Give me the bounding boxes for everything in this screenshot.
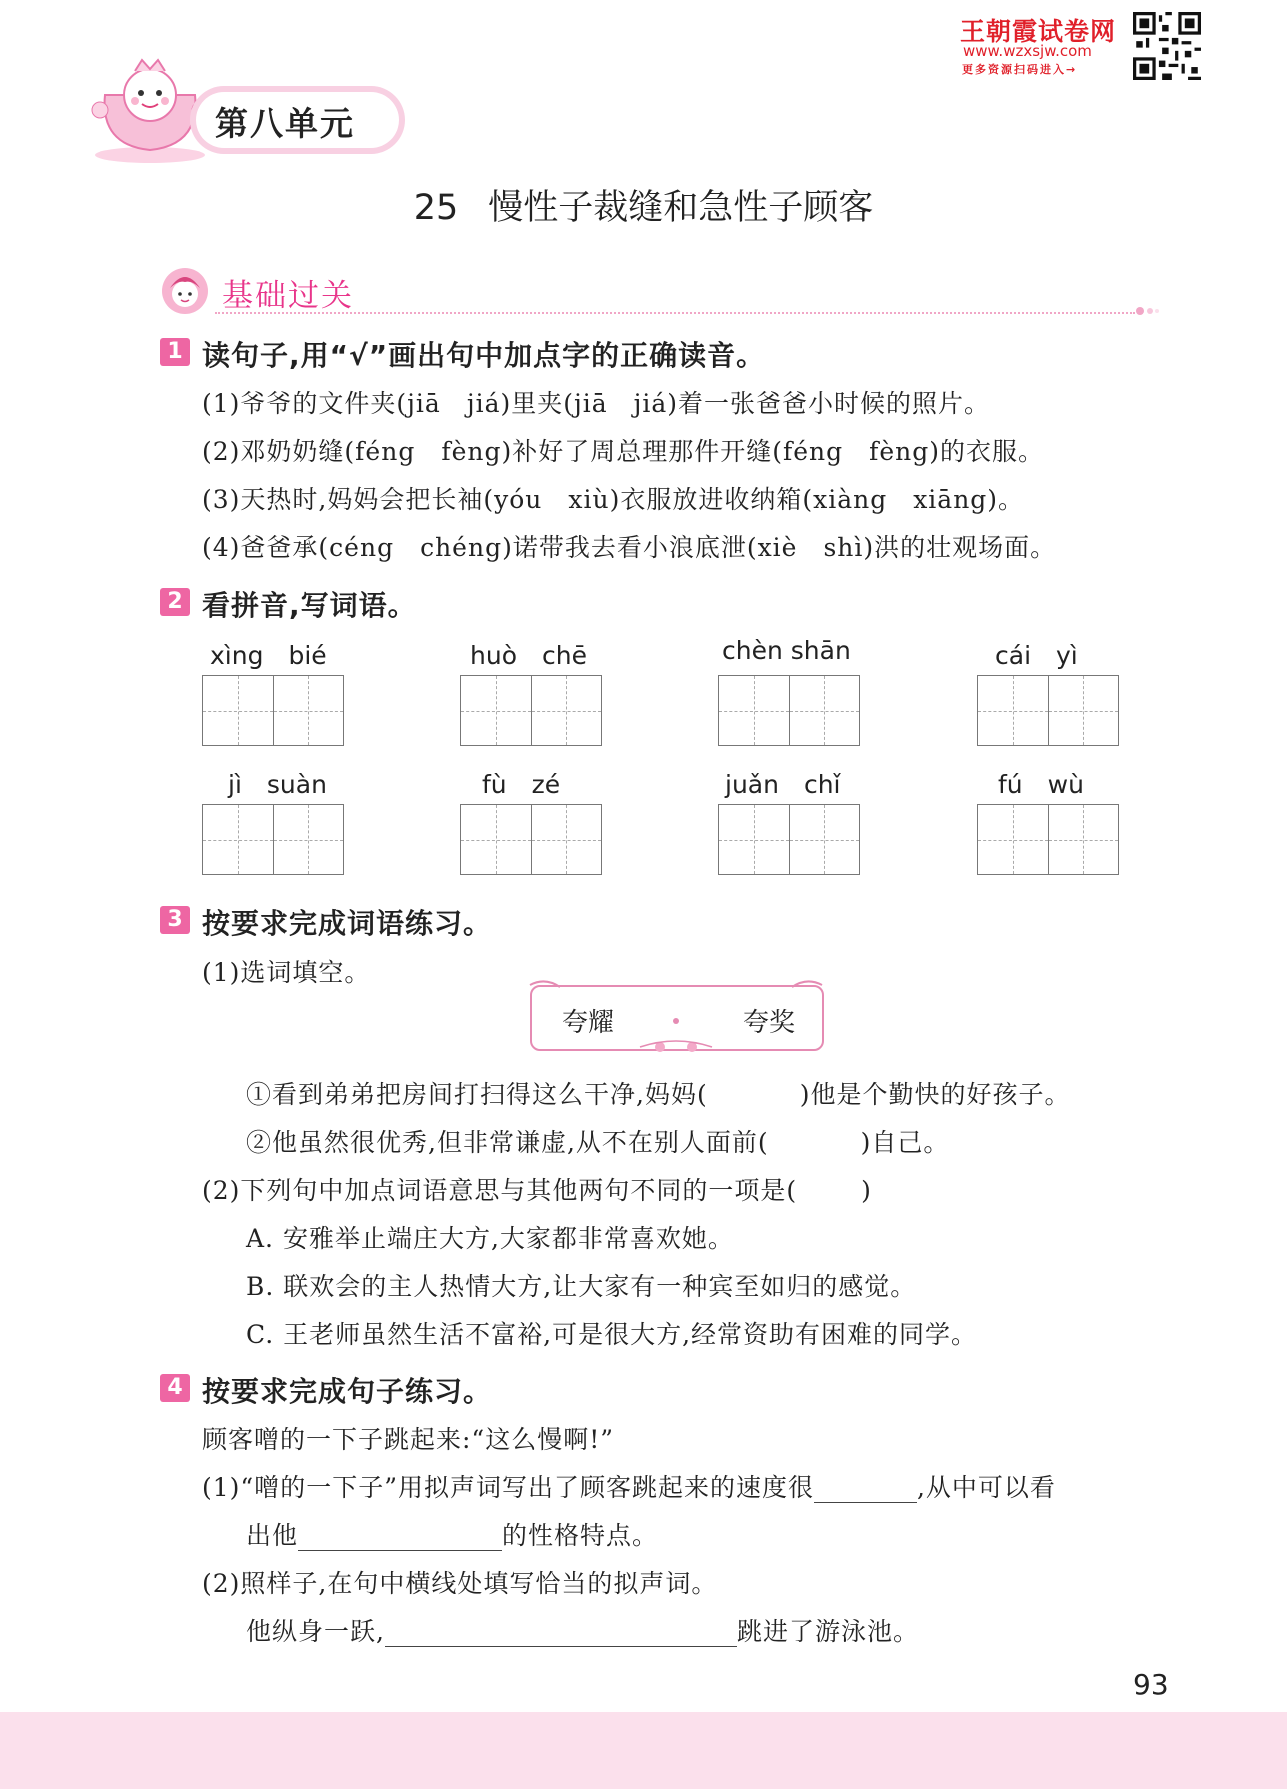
- q3-number-badge: 3: [160, 906, 190, 934]
- question-text: (1)“噌的一下子”用拟声词写出了顾客跳起来的速度很: [202, 1473, 814, 1502]
- q3-sentence-2: [246, 1123, 949, 1159]
- writing-grid[interactable]: [202, 804, 344, 875]
- answer-blank[interactable]: [814, 1473, 917, 1503]
- sentence-text: )自己。: [860, 1128, 950, 1157]
- q1-item-1: (1)爷爷的文件夹(jiā jiá)里夹(jiā jiá)着一张爸爸小时候的照片。: [202, 389, 991, 418]
- choice-word-1: 夸耀: [562, 1008, 615, 1038]
- q3-sentence-1: [246, 1075, 1070, 1111]
- sentence-text: )他是个勤快的好孩子。: [799, 1080, 1071, 1109]
- question-text: 出他: [246, 1521, 299, 1550]
- q1-item-4: (4)爸爸承(céng chéng)诺带我去看小浪底泄(xiè shì)洪的壮观场面。: [202, 533, 1057, 562]
- q4-part2: (2)照样子,在句中横线处填写恰当的拟声词。: [202, 1569, 718, 1598]
- qr-code-icon[interactable]: [1133, 12, 1201, 80]
- option-a[interactable]: A. 安雅举止端庄大方,大家都非常喜欢她。: [246, 1224, 734, 1253]
- question-text: 的性格特点。: [502, 1521, 659, 1550]
- section-girl-icon: [160, 266, 210, 316]
- q4-part2-example: [246, 1612, 919, 1648]
- q1-item-3: (3)天热时,妈妈会把长袖(yóu xiù)衣服放进收纳箱(xiàng xiāng)。: [202, 485, 1025, 514]
- choice-word-2: 夸奖: [743, 1008, 796, 1038]
- brand-url[interactable]: www.wzxsjw.com: [963, 42, 1092, 60]
- q4-title: 按要求完成句子练习。: [202, 1375, 493, 1408]
- writing-grid[interactable]: [977, 804, 1119, 875]
- q3-sub1: (1)选词填空。: [202, 958, 371, 987]
- divider-dots-icon: [1135, 304, 1161, 318]
- question-text: 他纵身一跃,: [246, 1617, 385, 1646]
- section-divider: [215, 312, 1135, 314]
- answer-blank[interactable]: [298, 1521, 502, 1551]
- q1-item-2: (2)邓奶奶缝(féng fèng)补好了周总理那件开缝(féng fèng)的衣服。: [202, 437, 1045, 466]
- q3-title: 按要求完成词语练习。: [202, 907, 493, 940]
- brand-more-text: 更多资源扫码进入→: [962, 63, 1078, 76]
- q4-part1-line2: [246, 1516, 658, 1552]
- pinyin-label: huò chē: [470, 641, 587, 670]
- pinyin-label: jì suàn: [228, 770, 327, 799]
- writing-grid[interactable]: [460, 675, 602, 746]
- brand-title: 王朝霞试卷网: [960, 17, 1117, 46]
- question-text: ): [861, 1176, 872, 1205]
- question-text: (2)下列句中加点词语意思与其他两句不同的一项是(: [202, 1176, 798, 1205]
- writing-grid[interactable]: [718, 804, 860, 875]
- q4-quote: 顾客噌的一下子跳起来:“这么慢啊!”: [202, 1425, 615, 1454]
- q1-number-badge: 1: [160, 338, 190, 366]
- answer-blank[interactable]: [385, 1617, 737, 1647]
- pinyin-label: juǎn chǐ: [725, 770, 841, 799]
- q1-title: 读句子,用“√”画出句中加点字的正确读音。: [202, 339, 766, 372]
- q4-part1-line1: [202, 1468, 1056, 1504]
- unit-title: 第八单元: [215, 104, 355, 143]
- writing-grid[interactable]: [718, 675, 860, 746]
- sentence-text: ①看到弟弟把房间打扫得这么干净,妈妈(: [246, 1080, 708, 1109]
- lesson-name: 慢性子裁缝和急性子顾客: [488, 188, 874, 228]
- question-text: ,从中可以看: [916, 1473, 1056, 1502]
- pinyin-label: fù zé: [482, 770, 561, 799]
- writing-grid[interactable]: [202, 675, 344, 746]
- writing-grid[interactable]: [460, 804, 602, 875]
- q3-sub2: [202, 1171, 872, 1207]
- q2-title: 看拼音,写词语。: [202, 589, 417, 622]
- section-title: 基础过关: [222, 278, 354, 314]
- question-text: 跳进了游泳池。: [736, 1617, 919, 1646]
- lesson-number: 25: [413, 188, 459, 228]
- pinyin-label: chèn shān: [722, 636, 851, 665]
- sentence-text: ②他虽然很优秀,但非常谦虚,从不在别人面前(: [246, 1128, 769, 1157]
- option-c[interactable]: C. 王老师虽然生活不富裕,可是很大方,经常资助有困难的同学。: [246, 1320, 978, 1349]
- option-b[interactable]: B. 联欢会的主人热情大方,让大家有一种宾至如归的感觉。: [246, 1272, 917, 1301]
- page-number: 93: [1133, 1668, 1169, 1701]
- pinyin-label: cái yì: [995, 641, 1078, 670]
- writing-grid[interactable]: [977, 675, 1119, 746]
- pinyin-label: fú wù: [998, 770, 1084, 799]
- q2-number-badge: 2: [160, 588, 190, 616]
- q4-number-badge: 4: [160, 1374, 190, 1402]
- footer-band: [0, 1712, 1287, 1789]
- pinyin-label: xìng bié: [210, 641, 327, 670]
- lesson-title: [0, 180, 1287, 230]
